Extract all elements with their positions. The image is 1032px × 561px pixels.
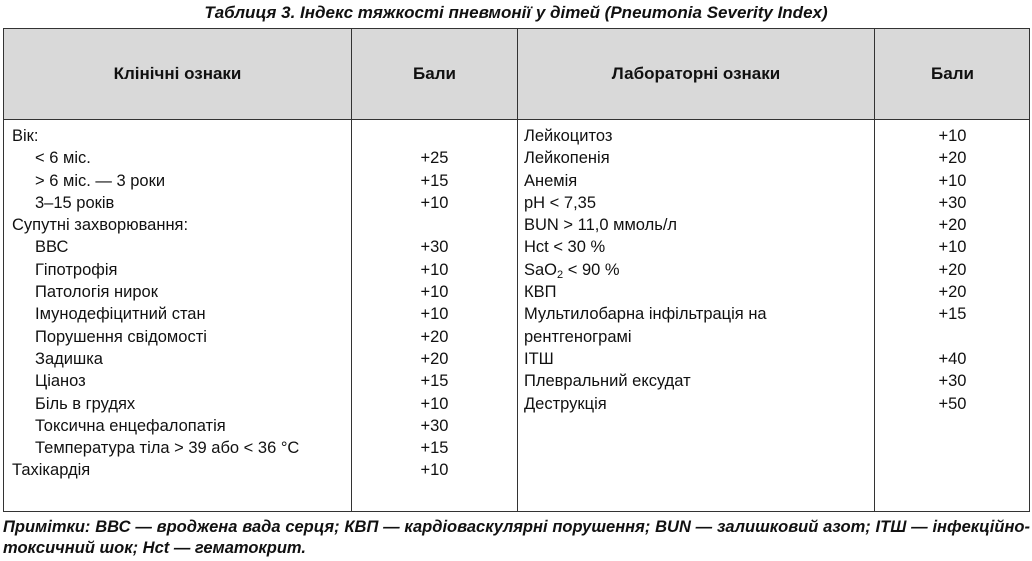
header-clinical-signs: Клінічні ознаки xyxy=(113,64,242,83)
lab-sign-score: +15 xyxy=(938,305,967,324)
clinical-sign-label: Імунодефіцитний стан xyxy=(35,305,206,324)
clinical-sign-score: +10 xyxy=(420,260,449,279)
clinical-sign-label: Температура тіла > 39 або < 36 °С xyxy=(35,439,300,458)
lab-sign-label: Hct < 30 % xyxy=(524,238,606,257)
clinical-sign-label: Задишка xyxy=(35,349,103,368)
lab-signs-column xyxy=(524,125,804,415)
clinical-sign-score: +15 xyxy=(420,372,449,391)
header-points-clinical: Бали xyxy=(413,64,456,83)
lab-sign-score: +10 xyxy=(938,127,967,145)
lab-sign-score: +20 xyxy=(938,283,967,302)
lab-sign-score: +40 xyxy=(938,349,967,368)
table-notes: Примітки: ВВС — вроджена вада серця; КВП — кардіоваскулярні порушення; BUN — залишковий азот; ІТШ — інфекційно-токсичний шок; Hct — гематокрит. xyxy=(3,518,1030,557)
clinical-sign-label: Патологія нирок xyxy=(35,283,158,302)
clinical-sign-score xyxy=(352,125,517,147)
lab-sign-score: +50 xyxy=(938,394,967,413)
clinical-sign-score: +15 xyxy=(420,439,449,458)
lab-sign-score: +20 xyxy=(938,149,967,168)
table-caption: Таблиця 3. Індекс тяжкості пневмонії у дітей (Pneumonia Severity Index) xyxy=(204,3,828,22)
lab-sign-score: +10 xyxy=(938,238,967,257)
lab-sign-label: Лейкопенія xyxy=(524,149,610,168)
clinical-sign-score: +15 xyxy=(420,171,449,190)
lab-sign-score: +10 xyxy=(938,171,967,190)
lab-sign-label: Лейкоцитоз xyxy=(524,127,613,145)
lab-points-column xyxy=(875,125,1030,415)
clinical-sign-score: +30 xyxy=(420,416,449,435)
clinical-sign-label: Тахікардія xyxy=(12,461,91,480)
lab-sign-score: +20 xyxy=(938,260,967,279)
lab-sign-label: ІТШ xyxy=(524,349,554,368)
lab-sign-score: +30 xyxy=(938,193,967,212)
lab-sign-label: BUN > 11,0 ммоль/л xyxy=(524,216,678,235)
lab-sign-label: pH < 7,35 xyxy=(524,193,597,212)
clinical-sign-label: ВВС xyxy=(35,238,69,257)
clinical-points-column xyxy=(352,125,517,482)
subscript-text: 2 xyxy=(557,268,564,281)
clinical-sign-label: > 6 міс. — 3 роки xyxy=(35,171,166,190)
clinical-sign-label: Вік: xyxy=(12,127,39,145)
lab-sign-label: Плевральний ексудат xyxy=(524,372,691,391)
header-lab-signs: Лабораторні ознаки xyxy=(611,64,781,83)
clinical-signs-column xyxy=(12,125,348,482)
clinical-sign-label: Супутні захворювання: xyxy=(12,216,189,235)
clinical-sign-score: +10 xyxy=(420,394,449,413)
lab-sign-label-text: SaO xyxy=(524,260,558,279)
clinical-sign-score: +10 xyxy=(420,305,449,324)
clinical-sign-label: Порушення свідомості xyxy=(35,327,207,346)
clinical-sign-label: 3–15 років xyxy=(35,193,115,212)
column-divider xyxy=(517,29,518,511)
lab-sign-label: КВП xyxy=(524,283,557,302)
lab-sign-label: Мультилобарна інфільтрація на рентгенограмі xyxy=(524,305,767,346)
clinical-sign-score: +25 xyxy=(420,149,449,168)
clinical-sign-score: +20 xyxy=(420,327,449,346)
lab-sign-label-text: < 90 % xyxy=(563,260,620,279)
clinical-sign-score: +20 xyxy=(420,349,449,368)
clinical-sign-label: Біль в грудях xyxy=(35,394,136,413)
clinical-sign-score xyxy=(352,214,517,236)
severity-table xyxy=(3,28,1030,512)
header-points-lab: Бали xyxy=(931,64,974,83)
lab-sign-label: Деструкція xyxy=(524,394,607,413)
lab-sign-label: Анемія xyxy=(524,171,578,190)
clinical-sign-label: Гіпотрофія xyxy=(35,260,118,279)
clinical-sign-label: < 6 міс. xyxy=(35,149,91,168)
clinical-sign-label: Ціаноз xyxy=(35,372,86,391)
lab-sign-score: +20 xyxy=(938,216,967,235)
clinical-sign-label: Токсична енцефалопатія xyxy=(35,416,226,435)
lab-sign-label xyxy=(524,259,804,281)
lab-sign-score: +30 xyxy=(938,372,967,391)
clinical-sign-score: +10 xyxy=(420,193,449,212)
clinical-sign-score: +10 xyxy=(420,283,449,302)
clinical-sign-score: +10 xyxy=(420,461,449,480)
clinical-sign-score: +30 xyxy=(420,238,449,257)
